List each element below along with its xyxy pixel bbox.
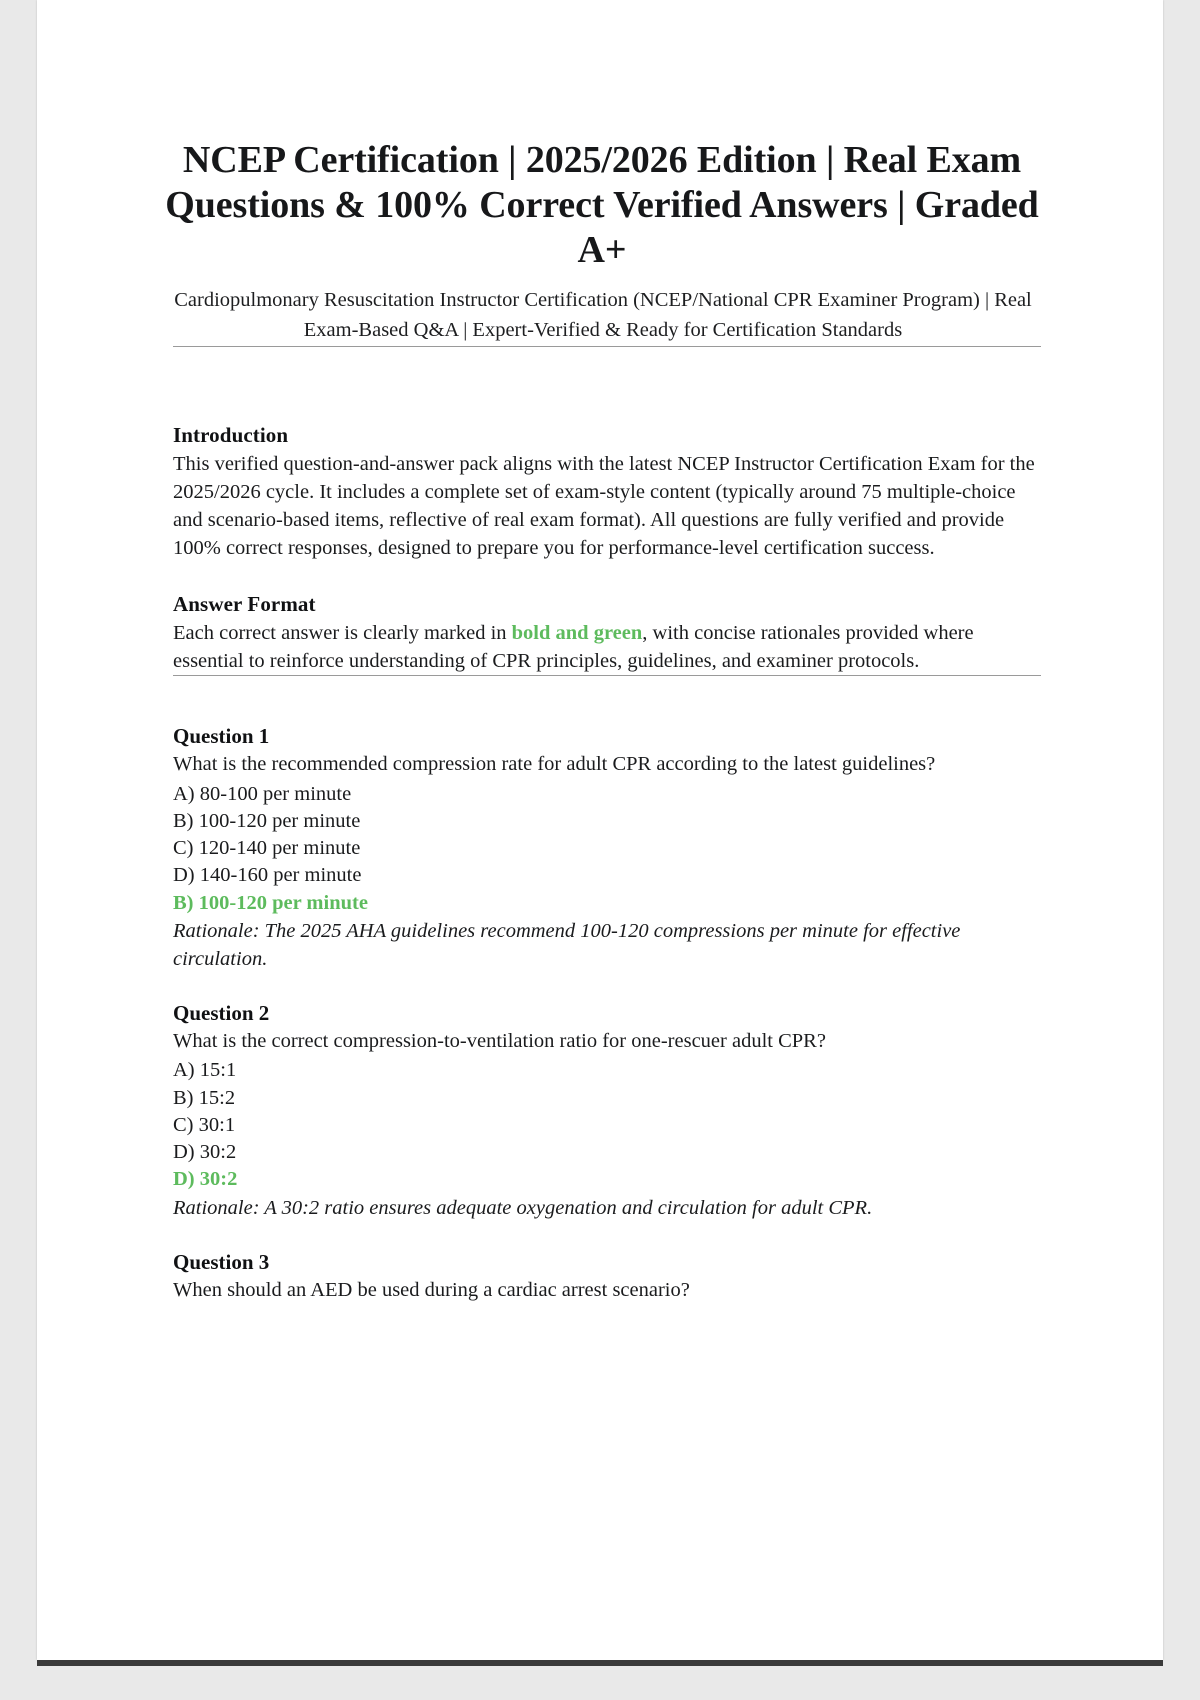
- section-body-introduction: This verified question-and-answer pack aligns with the latest NCEP Instructor Certification Exam for the 2025/2026 cycle. It includes a complete set of exam-style content (typically around 75 multiple-choice and scenario-based items, reflective of real exam format). All questions are fully verified and provide 100% correct responses, designed to prepare you for performance-level certification success.: [173, 452, 1035, 560]
- rationale-2: Rationale: A 30:2 ratio ensures adequate oxygenation and circulation for adult CPR.: [173, 1196, 873, 1219]
- option-item[interactable]: B) 15:2: [173, 1086, 236, 1109]
- option-item[interactable]: D) 30:2: [173, 1141, 237, 1164]
- question-stem-1: What is the recommended compression rate for adult CPR according to the latest guidelines?: [173, 753, 936, 776]
- answer-format-text-before: Each correct answer is clearly marked in: [173, 622, 512, 645]
- question-heading-3: Question 3: [173, 1249, 270, 1274]
- question-heading-1: Question 1: [173, 724, 270, 749]
- option-item[interactable]: D) 140-160 per minute: [173, 864, 362, 887]
- question-options-1: [173, 781, 1041, 890]
- option-item[interactable]: A) 15:1: [173, 1059, 237, 1082]
- question-block-1: [173, 724, 1041, 973]
- section-divider: [173, 675, 1041, 676]
- section-answer-format: [173, 592, 1041, 675]
- answer-format-text-after: , with concise rationales provided where essential to reinforce understanding of CPR principles, guidelines, and examiner protocols.: [173, 622, 974, 673]
- section-introduction: [173, 423, 1041, 562]
- option-item[interactable]: A) 80-100 per minute: [173, 782, 352, 805]
- answer-format-highlight: bold and green: [511, 622, 643, 645]
- option-item[interactable]: C) 120-140 per minute: [173, 837, 361, 860]
- correct-answer-2: D) 30:2: [173, 1168, 238, 1191]
- rationale-1: Rationale: The 2025 AHA guidelines recommend 100-120 compressions per minute for effective circulation.: [173, 919, 961, 970]
- document-content: [137, 0, 1067, 1306]
- document-page: [37, 0, 1163, 1660]
- question-stem-3: When should an AED be used during a cardiac arrest scenario?: [173, 1278, 690, 1301]
- correct-answer-1: B) 100-120 per minute: [173, 891, 368, 914]
- question-block-3: [173, 1250, 1041, 1304]
- section-heading-introduction: Introduction: [173, 422, 289, 447]
- section-body-answer-format: [173, 619, 1041, 675]
- section-heading-answer-format: Answer Format: [173, 592, 316, 617]
- question-options-2: [173, 1057, 1041, 1166]
- question-block-2: [173, 1001, 1041, 1222]
- page-bottom-edge: [37, 1660, 1163, 1666]
- page-title: NCEP Certification | 2025/2026 Edition | Real Exam Questions & 100% Correct Verified Answers | Graded A+: [165, 139, 1039, 271]
- question-stem-2: What is the correct compression-to-ventilation ratio for one-rescuer adult CPR?: [173, 1030, 826, 1053]
- page-subtitle: Cardiopulmonary Resuscitation Instructor Certification (NCEP/National CPR Examiner Program) | Real Exam-Based Q&A | Expert-Verified & Ready for Certification Standards: [174, 289, 1032, 342]
- option-item[interactable]: C) 30:1: [173, 1113, 236, 1136]
- question-heading-2: Question 2: [173, 1001, 270, 1026]
- option-item[interactable]: B) 100-120 per minute: [173, 809, 361, 832]
- header-divider: [173, 346, 1041, 347]
